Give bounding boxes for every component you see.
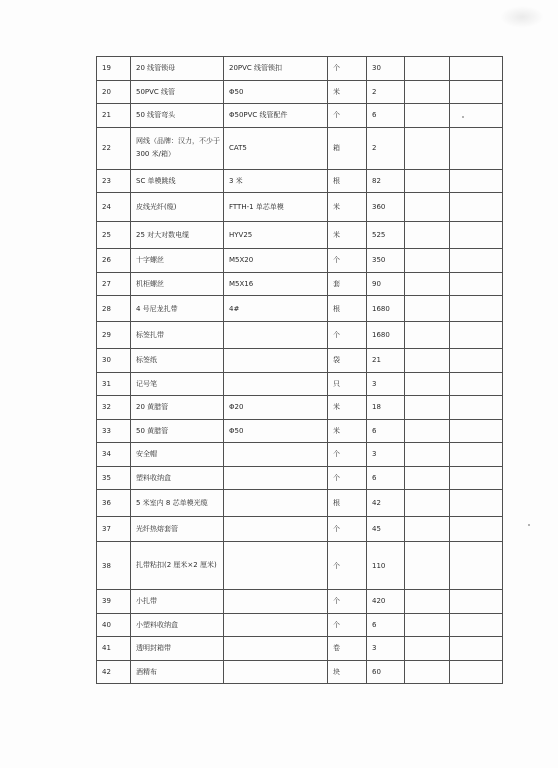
empty-cell bbox=[450, 660, 503, 684]
table-row bbox=[97, 249, 503, 273]
empty-cell bbox=[450, 127, 503, 169]
table-row bbox=[97, 104, 503, 128]
row-number-cell: 42 bbox=[97, 660, 131, 684]
scan-speck bbox=[528, 524, 530, 526]
spec-cell bbox=[224, 613, 328, 637]
spec-cell: HYV25 bbox=[224, 222, 328, 249]
materials-table-body bbox=[97, 57, 503, 684]
empty-cell bbox=[450, 542, 503, 590]
empty-cell bbox=[450, 249, 503, 273]
scan-speck bbox=[462, 116, 464, 118]
spec-cell bbox=[224, 466, 328, 490]
unit-cell: 米 bbox=[328, 193, 367, 222]
spec-cell bbox=[224, 517, 328, 542]
empty-cell bbox=[405, 517, 450, 542]
table-row bbox=[97, 542, 503, 590]
item-name-cell: 20 黄腊管 bbox=[131, 396, 224, 420]
quantity-cell: 42 bbox=[367, 490, 405, 517]
table-row bbox=[97, 57, 503, 81]
table-row bbox=[97, 396, 503, 420]
unit-cell: 个 bbox=[328, 443, 367, 467]
quantity-cell: 6 bbox=[367, 466, 405, 490]
row-number-cell: 38 bbox=[97, 542, 131, 590]
quantity-cell: 6 bbox=[367, 419, 405, 443]
table-row bbox=[97, 613, 503, 637]
quantity-cell: 90 bbox=[367, 272, 405, 296]
item-name-cell: 50PVC 线管 bbox=[131, 80, 224, 104]
spec-cell bbox=[224, 637, 328, 661]
quantity-cell: 30 bbox=[367, 57, 405, 81]
unit-cell: 米 bbox=[328, 222, 367, 249]
item-name-cell: 机柜螺丝 bbox=[131, 272, 224, 296]
row-number-cell: 25 bbox=[97, 222, 131, 249]
row-number-cell: 29 bbox=[97, 322, 131, 349]
empty-cell bbox=[450, 57, 503, 81]
unit-cell: 米 bbox=[328, 80, 367, 104]
quantity-cell: 6 bbox=[367, 613, 405, 637]
item-name-cell: 小塑料收纳盒 bbox=[131, 613, 224, 637]
spec-cell: Φ50 bbox=[224, 419, 328, 443]
unit-cell: 卷 bbox=[328, 637, 367, 661]
item-name-cell: 十字螺丝 bbox=[131, 249, 224, 273]
row-number-cell: 34 bbox=[97, 443, 131, 467]
empty-cell bbox=[450, 372, 503, 396]
table-row bbox=[97, 637, 503, 661]
empty-cell bbox=[405, 613, 450, 637]
table-row bbox=[97, 322, 503, 349]
empty-cell bbox=[405, 660, 450, 684]
quantity-cell: 82 bbox=[367, 169, 405, 193]
row-number-cell: 21 bbox=[97, 104, 131, 128]
spec-cell bbox=[224, 542, 328, 590]
row-number-cell: 41 bbox=[97, 637, 131, 661]
table-row bbox=[97, 80, 503, 104]
empty-cell bbox=[405, 490, 450, 517]
empty-cell bbox=[405, 396, 450, 420]
quantity-cell: 3 bbox=[367, 372, 405, 396]
quantity-cell: 3 bbox=[367, 443, 405, 467]
item-name-cell: 4 号尼龙扎带 bbox=[131, 296, 224, 322]
item-name-cell: 20 线管锁母 bbox=[131, 57, 224, 81]
item-name-cell: 塑料收纳盒 bbox=[131, 466, 224, 490]
unit-cell: 个 bbox=[328, 466, 367, 490]
table-row bbox=[97, 660, 503, 684]
spec-cell bbox=[224, 349, 328, 373]
empty-cell bbox=[405, 590, 450, 614]
item-name-cell: 光纤热熔套管 bbox=[131, 517, 224, 542]
unit-cell: 米 bbox=[328, 396, 367, 420]
empty-cell bbox=[405, 372, 450, 396]
quantity-cell: 360 bbox=[367, 193, 405, 222]
row-number-cell: 27 bbox=[97, 272, 131, 296]
row-number-cell: 31 bbox=[97, 372, 131, 396]
row-number-cell: 39 bbox=[97, 590, 131, 614]
empty-cell bbox=[405, 104, 450, 128]
unit-cell: 箱 bbox=[328, 127, 367, 169]
quantity-cell: 45 bbox=[367, 517, 405, 542]
item-name-cell: 酒精布 bbox=[131, 660, 224, 684]
empty-cell bbox=[450, 193, 503, 222]
empty-cell bbox=[450, 296, 503, 322]
quantity-cell: 1680 bbox=[367, 296, 405, 322]
scan-corner-smudge bbox=[500, 6, 544, 28]
empty-cell bbox=[405, 443, 450, 467]
item-name-cell: 5 米室内 8 芯单模光缆 bbox=[131, 490, 224, 517]
table-row bbox=[97, 272, 503, 296]
row-number-cell: 20 bbox=[97, 80, 131, 104]
empty-cell bbox=[405, 322, 450, 349]
spec-cell bbox=[224, 490, 328, 517]
quantity-cell: 3 bbox=[367, 637, 405, 661]
empty-cell bbox=[405, 637, 450, 661]
spec-cell: Φ50 bbox=[224, 80, 328, 104]
empty-cell bbox=[405, 272, 450, 296]
table-row bbox=[97, 296, 503, 322]
quantity-cell: 2 bbox=[367, 127, 405, 169]
unit-cell: 个 bbox=[328, 57, 367, 81]
table-row bbox=[97, 372, 503, 396]
unit-cell: 个 bbox=[328, 542, 367, 590]
empty-cell bbox=[405, 249, 450, 273]
spec-cell: FTTH-1 单芯单模 bbox=[224, 193, 328, 222]
quantity-cell: 60 bbox=[367, 660, 405, 684]
row-number-cell: 36 bbox=[97, 490, 131, 517]
empty-cell bbox=[405, 419, 450, 443]
empty-cell bbox=[405, 466, 450, 490]
row-number-cell: 26 bbox=[97, 249, 131, 273]
spec-cell: 4# bbox=[224, 296, 328, 322]
row-number-cell: 19 bbox=[97, 57, 131, 81]
quantity-cell: 18 bbox=[367, 396, 405, 420]
empty-cell bbox=[450, 396, 503, 420]
empty-cell bbox=[450, 222, 503, 249]
unit-cell: 根 bbox=[328, 169, 367, 193]
item-name-cell: 扎带粘扣(2 厘米×2 厘米) bbox=[131, 542, 224, 590]
row-number-cell: 37 bbox=[97, 517, 131, 542]
unit-cell: 个 bbox=[328, 613, 367, 637]
empty-cell bbox=[450, 169, 503, 193]
row-number-cell: 35 bbox=[97, 466, 131, 490]
table-row bbox=[97, 466, 503, 490]
quantity-cell: 350 bbox=[367, 249, 405, 273]
quantity-cell: 2 bbox=[367, 80, 405, 104]
empty-cell bbox=[450, 443, 503, 467]
empty-cell bbox=[450, 272, 503, 296]
empty-cell bbox=[405, 169, 450, 193]
table-row bbox=[97, 443, 503, 467]
table-row bbox=[97, 490, 503, 517]
unit-cell: 套 bbox=[328, 272, 367, 296]
empty-cell bbox=[405, 542, 450, 590]
unit-cell: 个 bbox=[328, 590, 367, 614]
empty-cell bbox=[450, 104, 503, 128]
row-number-cell: 24 bbox=[97, 193, 131, 222]
quantity-cell: 420 bbox=[367, 590, 405, 614]
spec-cell bbox=[224, 322, 328, 349]
table-row bbox=[97, 590, 503, 614]
item-name-cell: 25 对大对数电缆 bbox=[131, 222, 224, 249]
unit-cell: 只 bbox=[328, 372, 367, 396]
spec-cell: 3 米 bbox=[224, 169, 328, 193]
quantity-cell: 110 bbox=[367, 542, 405, 590]
item-name-cell: 记号笔 bbox=[131, 372, 224, 396]
spec-cell bbox=[224, 660, 328, 684]
row-number-cell: 23 bbox=[97, 169, 131, 193]
empty-cell bbox=[450, 322, 503, 349]
item-name-cell: 50 线管弯头 bbox=[131, 104, 224, 128]
row-number-cell: 40 bbox=[97, 613, 131, 637]
item-name-cell: 标签纸 bbox=[131, 349, 224, 373]
unit-cell: 个 bbox=[328, 249, 367, 273]
item-name-cell: 标签扎带 bbox=[131, 322, 224, 349]
quantity-cell: 525 bbox=[367, 222, 405, 249]
item-name-cell: SC 单模跳线 bbox=[131, 169, 224, 193]
row-number-cell: 33 bbox=[97, 419, 131, 443]
empty-cell bbox=[405, 57, 450, 81]
empty-cell bbox=[405, 222, 450, 249]
spec-cell bbox=[224, 372, 328, 396]
unit-cell: 袋 bbox=[328, 349, 367, 373]
empty-cell bbox=[450, 466, 503, 490]
spec-cell bbox=[224, 443, 328, 467]
empty-cell bbox=[450, 590, 503, 614]
materials-table bbox=[96, 56, 503, 684]
unit-cell: 个 bbox=[328, 322, 367, 349]
unit-cell: 个 bbox=[328, 104, 367, 128]
spec-cell: 20PVC 线管锁扣 bbox=[224, 57, 328, 81]
empty-cell bbox=[405, 349, 450, 373]
unit-cell: 根 bbox=[328, 490, 367, 517]
empty-cell bbox=[450, 80, 503, 104]
spec-cell bbox=[224, 590, 328, 614]
empty-cell bbox=[450, 517, 503, 542]
table-row bbox=[97, 517, 503, 542]
unit-cell: 块 bbox=[328, 660, 367, 684]
row-number-cell: 30 bbox=[97, 349, 131, 373]
row-number-cell: 32 bbox=[97, 396, 131, 420]
spec-cell: M5X20 bbox=[224, 249, 328, 273]
item-name-cell: 小扎带 bbox=[131, 590, 224, 614]
empty-cell bbox=[450, 613, 503, 637]
row-number-cell: 22 bbox=[97, 127, 131, 169]
item-name-cell: 透明封箱带 bbox=[131, 637, 224, 661]
empty-cell bbox=[450, 490, 503, 517]
table-row bbox=[97, 127, 503, 169]
quantity-cell: 6 bbox=[367, 104, 405, 128]
spec-cell: CAT5 bbox=[224, 127, 328, 169]
item-name-cell: 安全帽 bbox=[131, 443, 224, 467]
table-row bbox=[97, 419, 503, 443]
empty-cell bbox=[450, 637, 503, 661]
empty-cell bbox=[450, 419, 503, 443]
row-number-cell: 28 bbox=[97, 296, 131, 322]
unit-cell: 根 bbox=[328, 296, 367, 322]
item-name-cell: 50 黄腊管 bbox=[131, 419, 224, 443]
spec-cell: Φ20 bbox=[224, 396, 328, 420]
empty-cell bbox=[405, 193, 450, 222]
table-row bbox=[97, 222, 503, 249]
unit-cell: 米 bbox=[328, 419, 367, 443]
empty-cell bbox=[405, 127, 450, 169]
item-name-cell: 网线（品牌：汉力，不少于 300 米/箱） bbox=[131, 127, 224, 169]
item-name-cell: 皮线光纤(缆) bbox=[131, 193, 224, 222]
unit-cell: 个 bbox=[328, 517, 367, 542]
empty-cell bbox=[405, 80, 450, 104]
spec-cell: M5X16 bbox=[224, 272, 328, 296]
table-row bbox=[97, 193, 503, 222]
quantity-cell: 1680 bbox=[367, 322, 405, 349]
quantity-cell: 21 bbox=[367, 349, 405, 373]
empty-cell bbox=[405, 296, 450, 322]
spec-cell: Φ50PVC 线管配件 bbox=[224, 104, 328, 128]
table-row bbox=[97, 349, 503, 373]
table-row bbox=[97, 169, 503, 193]
empty-cell bbox=[450, 349, 503, 373]
